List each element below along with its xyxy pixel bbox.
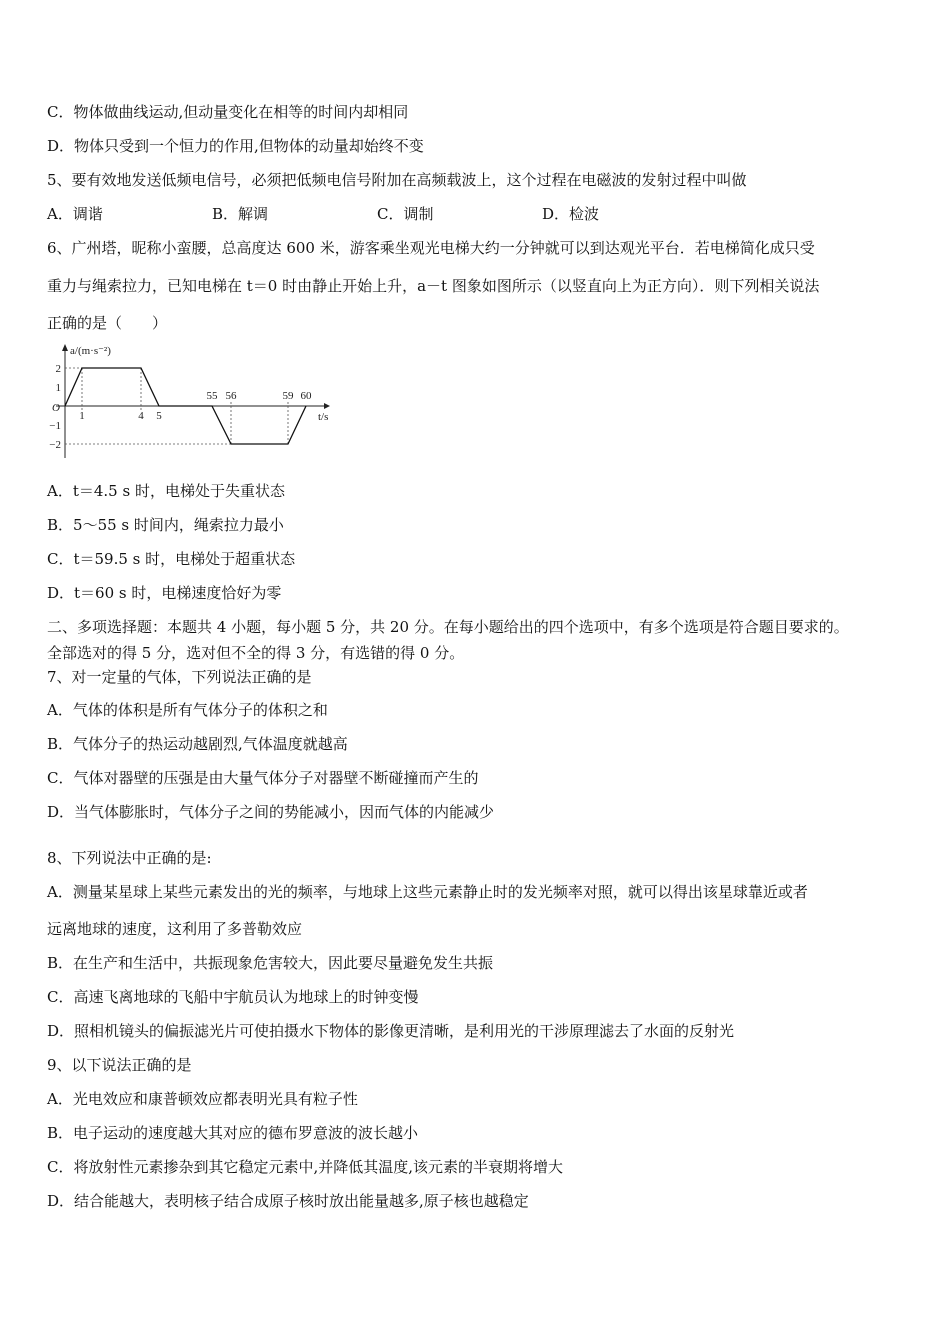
q7-option-a: A．气体的体积是所有气体分子的体积之和	[47, 701, 328, 719]
y-tick-label: −1	[49, 420, 61, 432]
q5-option-d: D．检波	[542, 205, 600, 223]
q7-option-c: C．气体对器壁的压强是由大量气体分子对器壁不断碰撞而产生的	[47, 769, 479, 787]
x-tick-label: 1	[79, 410, 85, 422]
origin-label: O	[52, 402, 60, 414]
q8-option-c: C．高速飞离地球的飞船中宇航员认为地球上的时钟变慢	[47, 988, 419, 1006]
y-axis-arrow	[62, 344, 68, 351]
q6-option-b: B．5～55 s 时间内，绳索拉力最小	[47, 516, 284, 534]
q7-option-b: B．气体分子的热运动越剧烈,气体温度就越高	[47, 735, 348, 753]
q6-option-d: D．t＝60 s 时，电梯速度恰好为零	[47, 584, 282, 602]
q5-option-a: A．调谐	[47, 205, 103, 223]
q8-stem: 8、下列说法中正确的是:	[47, 849, 212, 867]
q4-option-c: C．物体做曲线运动,但动量变化在相等的时间内却相同	[47, 103, 409, 121]
q9-option-d: D．结合能越大，表明核子结合成原子核时放出能量越多,原子核也越稳定	[47, 1192, 529, 1210]
q8-option-a-1: A．测量某星球上某些元素发出的光的频率，与地球上这些元素静止时的发光频率对照，就可以得出该星球靠近或者	[47, 883, 808, 901]
section2-instructions-1: 二、多项选择题：本题共 4 小题，每小题 5 分，共 20 分。在每小题给出的四个选项中，有多个选项是符合题目要求的。	[47, 618, 849, 636]
x-tick-label: 4	[138, 410, 144, 422]
q8-option-a-2: 远离地球的速度，这利用了多普勒效应	[47, 920, 303, 938]
q9-option-b: B．电子运动的速度越大其对应的德布罗意波的波长越小	[47, 1124, 419, 1142]
q9-stem: 9、以下说法正确的是	[47, 1056, 192, 1074]
a-t-graph	[44, 340, 344, 465]
x-axis-label: t/s	[318, 411, 329, 423]
x-axis-arrow	[324, 403, 330, 409]
q4-option-d: D．物体只受到一个恒力的作用,但物体的动量却始终不变	[47, 137, 424, 155]
q6-stem-3: 正确的是（ ）	[47, 314, 168, 332]
y-tick-label: −2	[49, 439, 61, 451]
q5-stem: 5、要有效地发送低频电信号，必须把低频电信号附加在高频载波上，这个过程在电磁波的发射过程中叫做	[47, 171, 747, 189]
q9-option-a: A．光电效应和康普顿效应都表明光具有粒子性	[47, 1090, 358, 1108]
q7-stem: 7、对一定量的气体，下列说法正确的是	[47, 668, 312, 686]
x-tick-label: 59	[282, 390, 294, 402]
x-tick-label: 5	[156, 410, 162, 422]
q8-option-b: B．在生产和生活中，共振现象危害较大，因此要尽量避免发生共振	[47, 954, 494, 972]
x-tick-label: 60	[300, 390, 312, 402]
q5-options	[47, 204, 599, 224]
q6-stem-1: 6、广州塔，昵称小蛮腰，总高度达 600 米，游客乘坐观光电梯大约一分钟就可以到达观光平台．若电梯简化成只受	[47, 239, 815, 257]
y-tick-label: 2	[55, 363, 61, 375]
q6-option-c: C．t＝59.5 s 时，电梯处于超重状态	[47, 550, 296, 568]
section2-instructions-2: 全部选对的得 5 分，选对但不全的得 3 分，有选错的得 0 分。	[47, 644, 465, 662]
x-tick-label: 55	[206, 390, 218, 402]
q9-option-c: C．将放射性元素掺杂到其它稳定元素中,并降低其温度,该元素的半衰期将增大	[47, 1158, 564, 1176]
x-tick-label: 56	[225, 390, 237, 402]
y-axis-label: a/(m·s⁻²)	[70, 345, 111, 357]
q8-option-d: D．照相机镜头的偏振滤光片可使拍摄水下物体的影像更清晰，是利用光的干涉原理滤去了水面的反射光	[47, 1022, 735, 1040]
q5-option-c: C．调制	[377, 205, 434, 223]
q6-stem-2: 重力与绳索拉力，已知电梯在 t＝0 时由静止开始上升，a－t 图象如图所示（以竖直向上为正方向）．则下列相关说法	[47, 277, 820, 295]
q7-option-d: D．当气体膨胀时，气体分子之间的势能减小，因而气体的内能减少	[47, 803, 495, 821]
q6-option-a: A．t＝4.5 s 时，电梯处于失重状态	[47, 482, 285, 500]
y-tick-label: 1	[55, 382, 61, 394]
q5-option-b: B．解调	[212, 205, 269, 223]
